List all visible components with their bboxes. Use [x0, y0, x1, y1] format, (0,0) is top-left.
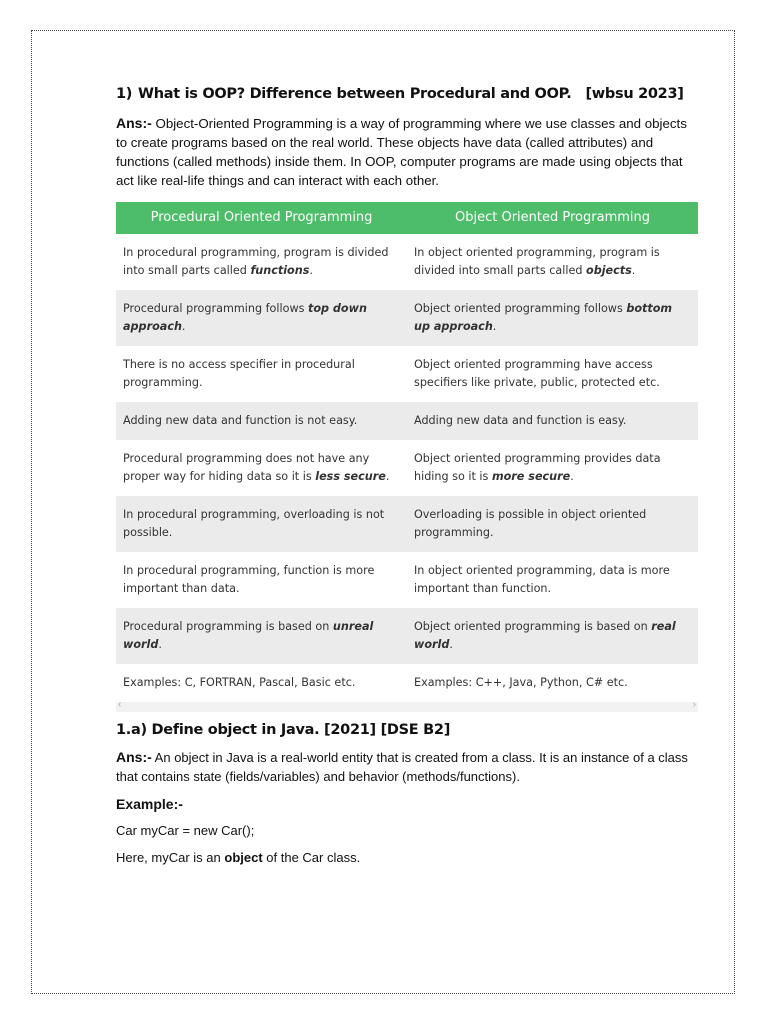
answer-label: Ans:-: [116, 749, 152, 765]
cell-text: Object oriented programming follows: [414, 302, 627, 315]
table-header-row: [116, 202, 698, 234]
cell-procedural: [116, 234, 407, 290]
cell-oop: [407, 234, 698, 290]
cell-emphasis: objects: [586, 264, 632, 277]
answer-text: An object in Java is a real-world entity that is created from a class. It is an instance of a class that contains state (fields/variables) and behavior (methods/functions).: [116, 750, 688, 784]
cell-procedural: [116, 402, 407, 440]
cell-oop: [407, 552, 698, 608]
table-row: [116, 346, 698, 402]
example-note: [116, 849, 698, 867]
document-content: [116, 86, 698, 876]
cell-oop: [407, 290, 698, 346]
table-horizontal-scrollbar[interactable]: [116, 699, 698, 712]
example-note-bold: object: [224, 850, 263, 865]
cell-text: Procedural programming follows: [123, 302, 308, 315]
table-row: [116, 664, 698, 702]
table-row: [116, 496, 698, 552]
cell-text: Adding new data and function is not easy.: [123, 414, 358, 427]
header-procedural: Procedural Oriented Programming: [116, 202, 407, 234]
cell-procedural: [116, 440, 407, 496]
cell-text-end: .: [631, 264, 636, 277]
cell-emphasis: less secure: [315, 470, 386, 483]
cell-text-end: .: [309, 264, 313, 277]
cell-oop: [407, 664, 698, 702]
cell-emphasis: unreal world: [123, 620, 374, 651]
answer-2: [116, 748, 698, 786]
scroll-left-icon[interactable]: ‹: [118, 699, 122, 710]
table-row: [116, 290, 698, 346]
cell-text: Adding new data and function is easy.: [414, 414, 627, 427]
cell-text: In procedural programming, function is more important than data.: [123, 564, 375, 595]
cell-text: Overloading is possible in object oriented programming.: [414, 508, 647, 539]
table-row: [116, 234, 698, 290]
example-label: Example:-: [116, 796, 183, 812]
table-row: [116, 440, 698, 496]
cell-text: Examples: C++, Java, Python, C# etc.: [414, 676, 628, 689]
cell-oop: [407, 608, 698, 664]
example-code: Car myCar = new Car();: [116, 823, 255, 838]
question-tag: [wbsu 2023]: [585, 86, 684, 102]
comparison-table: [116, 202, 698, 702]
cell-text-end: .: [158, 638, 162, 651]
cell-text-end: .: [570, 470, 574, 483]
example-note-post: of the Car class.: [262, 850, 361, 865]
question-1-heading: [116, 86, 698, 102]
cell-text: Object oriented programming provides data hiding so it is: [414, 452, 661, 483]
cell-procedural: [116, 552, 407, 608]
cell-text-end: .: [449, 638, 453, 651]
cell-oop: [407, 440, 698, 496]
example-note-pre: Here, myCar is an: [116, 850, 225, 865]
question-number: 1): [116, 86, 133, 102]
header-oop: Object Oriented Programming: [407, 202, 698, 234]
cell-emphasis: functions: [250, 264, 310, 277]
cell-text-end: .: [385, 470, 390, 483]
cell-text: In object oriented programming, program is divided into small parts called: [414, 246, 660, 277]
comparison-table-body: [116, 234, 698, 702]
answer-label: Ans:-: [116, 115, 152, 131]
table-row: [116, 552, 698, 608]
cell-text: Object oriented programming have access specifiers like private, public, protected etc.: [414, 358, 660, 389]
scroll-right-icon[interactable]: ›: [692, 699, 696, 710]
cell-text: There is no access specifier in procedural programming.: [123, 358, 355, 389]
cell-text: Procedural programming does not have any proper way for hiding data so it is: [123, 452, 370, 483]
cell-text: Examples: C, FORTRAN, Pascal, Basic etc.: [123, 676, 356, 689]
cell-emphasis: more secure: [491, 470, 571, 483]
table-row: [116, 402, 698, 440]
cell-text: In procedural programming, program is divided into small parts called: [123, 246, 389, 277]
cell-procedural: [116, 290, 407, 346]
cell-emphasis: top down approach: [123, 302, 367, 333]
cell-emphasis: real world: [414, 620, 676, 651]
cell-text-end: .: [181, 320, 186, 333]
table-row: [116, 608, 698, 664]
cell-procedural: [116, 346, 407, 402]
question-text: What is OOP? Difference between Procedural and OOP.: [138, 86, 572, 102]
cell-emphasis: bottom up approach: [414, 302, 673, 333]
answer-1: [116, 114, 698, 190]
cell-oop: [407, 402, 698, 440]
cell-oop: [407, 496, 698, 552]
question-1a-heading: 1.a) Define object in Java. [2021] [DSE B2]: [116, 722, 451, 738]
cell-text-end: .: [492, 320, 497, 333]
cell-procedural: [116, 664, 407, 702]
answer-text: Object-Oriented Programming is a way of programming where we use classes and objects to create programs based on the real world. These objects have data (called attributes) and functions (called methods) inside them. In OOP, computer programs are made using objects that act like real-life things and can interact with each other.: [116, 116, 687, 188]
cell-procedural: [116, 496, 407, 552]
cell-oop: [407, 346, 698, 402]
cell-procedural: [116, 608, 407, 664]
cell-text: Procedural programming is based on: [123, 620, 333, 633]
cell-text: Object oriented programming is based on: [414, 620, 652, 633]
cell-text: In procedural programming, overloading is not possible.: [123, 508, 385, 539]
cell-text: In object oriented programming, data is more important than function.: [414, 564, 670, 595]
